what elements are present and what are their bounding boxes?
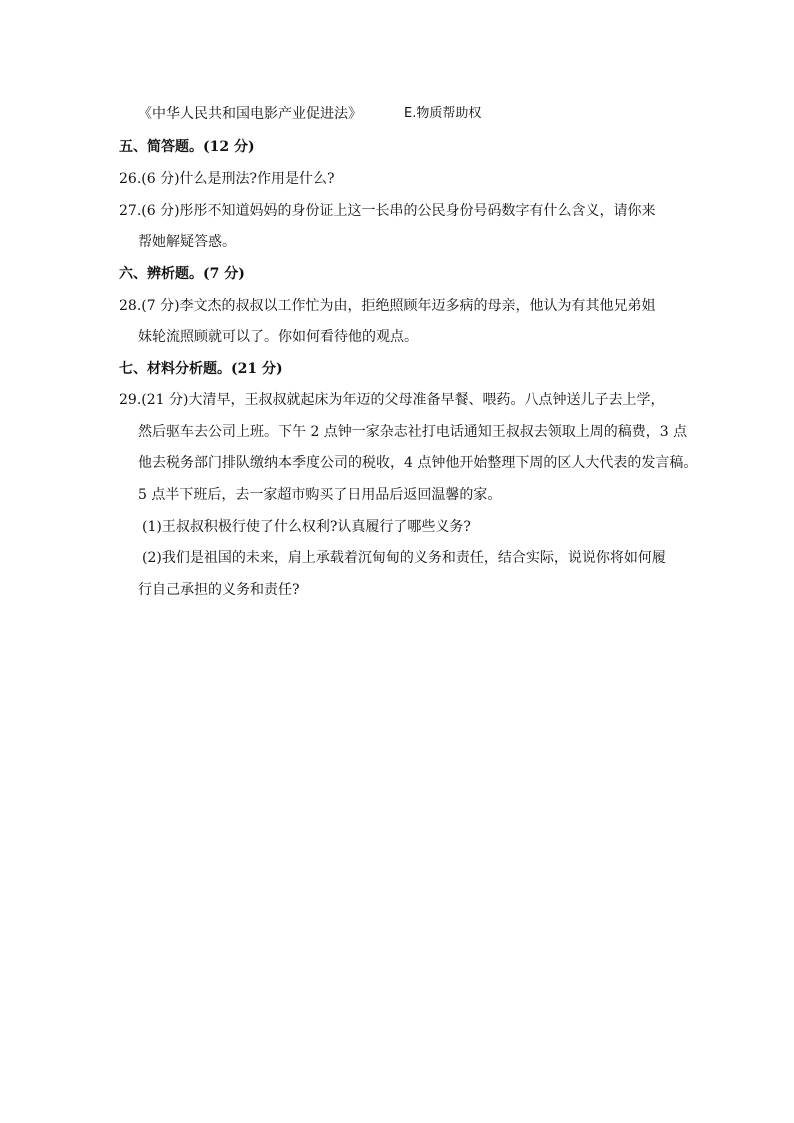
sub-question-2-line-1: (2)我们是祖国的未来，肩上承载着沉甸甸的义务和责任，结合实际，说说你将如何履 <box>142 550 666 566</box>
question-27-line-1: 27.(6 分)彤彤不知道妈妈的身份证上这一长串的公民身份号码数字有什么含义，请你来 <box>119 203 656 219</box>
law-item-text: 《中华人民共和国电影产业促进法》 <box>138 106 362 122</box>
question-28-line-2: 妹轮流照顾就可以了。你如何看待他的观点。 <box>138 329 418 345</box>
section-6-heading: 六、辨析题。(7 分) <box>119 266 245 282</box>
question-27-line-2: 帮她解疑答惑。 <box>138 234 236 250</box>
question-26: 26.(6 分)什么是刑法?作用是什么? <box>119 171 335 187</box>
option-e-text: E.物质帮助权 <box>404 106 482 121</box>
question-29-line-3: 他去税务部门排队缴纳本季度公司的税收，4 点钟他开始整理下周的区人大代表的发言稿。 <box>138 455 698 471</box>
question-29-line-2: 然后驱车去公司上班。下午 2 点钟一家杂志社打电话通知王叔叔去领取上周的稿费，3 点 <box>138 424 688 440</box>
question-29-line-4: 5 点半下班后，去一家超市购买了日用品后返回温馨的家。 <box>138 487 502 503</box>
question-28-line-1: 28.(7 分)李文杰的叔叔以工作忙为由，拒绝照顾年迈多病的母亲，他认为有其他兄弟姐 <box>119 298 656 314</box>
section-5-heading: 五、简答题。(12 分) <box>119 139 255 155</box>
sub-question-2-line-2: 行自己承担的义务和责任? <box>138 582 300 598</box>
sub-question-1: (1)王叔叔积极行使了什么权利?认真履行了哪些义务? <box>142 519 471 535</box>
question-29-line-1: 29.(21 分)大清早，王叔叔就起床为年迈的父母准备早餐、喂药。八点钟送儿子去上学， <box>119 392 665 408</box>
section-7-heading: 七、材料分析题。(21 分) <box>119 361 283 377</box>
